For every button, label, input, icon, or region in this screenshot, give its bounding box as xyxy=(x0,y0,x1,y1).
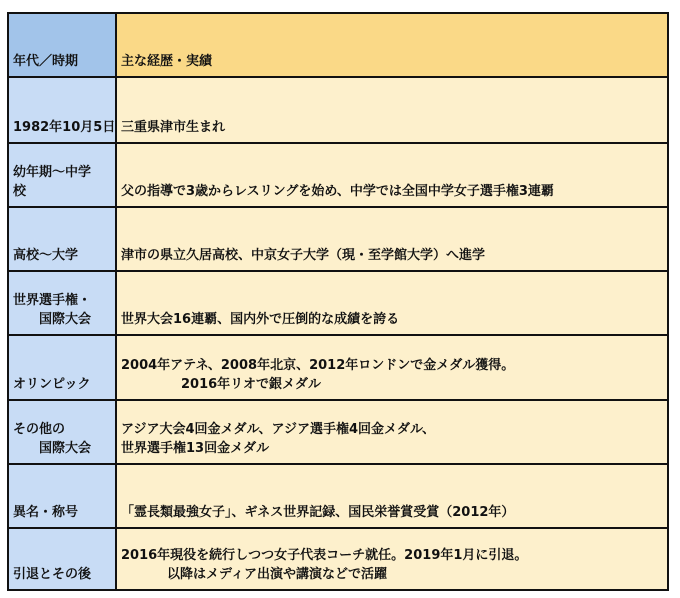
table-row xyxy=(9,465,667,527)
details-text: アジア大会4回金メダル、アジア選手権4回金メダル、 xyxy=(121,422,435,437)
details-text: 世界選手権13回金メダル xyxy=(121,441,270,456)
details-text: 「霊長類最強女子」、ギネス世界記録、国民栄誉賞受賞（2012年） xyxy=(121,505,515,520)
table-header-row xyxy=(9,14,667,76)
career-table xyxy=(7,12,669,591)
period-text: その他の xyxy=(13,422,66,437)
period-cell xyxy=(9,529,115,589)
table-row xyxy=(9,336,667,399)
details-cell xyxy=(117,401,667,463)
details-cell xyxy=(117,272,667,334)
details-cell xyxy=(117,208,667,270)
details-text: 世界大会16連覇、国内外で圧倒的な成績を誇る xyxy=(121,312,400,327)
table-row xyxy=(9,208,667,270)
period-text: 国際大会 xyxy=(39,441,92,456)
details-text: 津市の県立久居高校、中京女子大学（現・至学館大学）へ進学 xyxy=(121,248,486,263)
table-row xyxy=(9,78,667,142)
table-row xyxy=(9,144,667,206)
period-text: 国際大会 xyxy=(39,312,92,327)
period-cell xyxy=(9,465,115,527)
period-text: 校 xyxy=(13,184,27,199)
details-cell xyxy=(117,144,667,206)
period-cell xyxy=(9,336,115,399)
period-text: 世界選手権・ xyxy=(13,293,92,308)
details-text: 2016年リオで銀メダル xyxy=(181,377,322,392)
period-text: 引退とその後 xyxy=(13,567,92,582)
table-row xyxy=(9,272,667,334)
details-text: 父の指導で3歳からレスリングを始め、中学では全国中学女子選手権3連覇 xyxy=(121,184,554,199)
details-cell xyxy=(117,336,667,399)
table-row xyxy=(9,529,667,589)
details-text: 三重県津市生まれ xyxy=(121,120,226,135)
details-cell xyxy=(117,78,667,142)
details-text: 2004年アテネ、2008年北京、2012年ロンドンで金メダル獲得。 xyxy=(121,358,515,373)
details-cell xyxy=(117,529,667,589)
period-cell xyxy=(9,272,115,334)
period-text: 異名・称号 xyxy=(13,505,79,520)
period-text: 高校〜大学 xyxy=(13,248,79,263)
header-period-cell xyxy=(9,14,115,76)
table-row xyxy=(9,401,667,463)
details-text: 2016年現役を続行しつつ女子代表コーチ就任。2019年1月に引退。 xyxy=(121,548,528,563)
details-cell xyxy=(117,465,667,527)
period-cell xyxy=(9,208,115,270)
period-cell xyxy=(9,401,115,463)
period-cell xyxy=(9,78,115,142)
details-text: 以降はメディア出演や講演などで活躍 xyxy=(167,567,387,582)
period-cell xyxy=(9,144,115,206)
period-text: 幼年期〜中学 xyxy=(13,165,92,180)
period-text: 1982年10月5日 xyxy=(13,120,116,135)
header-details-cell xyxy=(117,14,667,76)
period-text: オリンピック xyxy=(13,377,91,392)
header-period: 年代／時期 xyxy=(13,54,79,69)
header-details: 主な経歴・実績 xyxy=(121,54,213,69)
